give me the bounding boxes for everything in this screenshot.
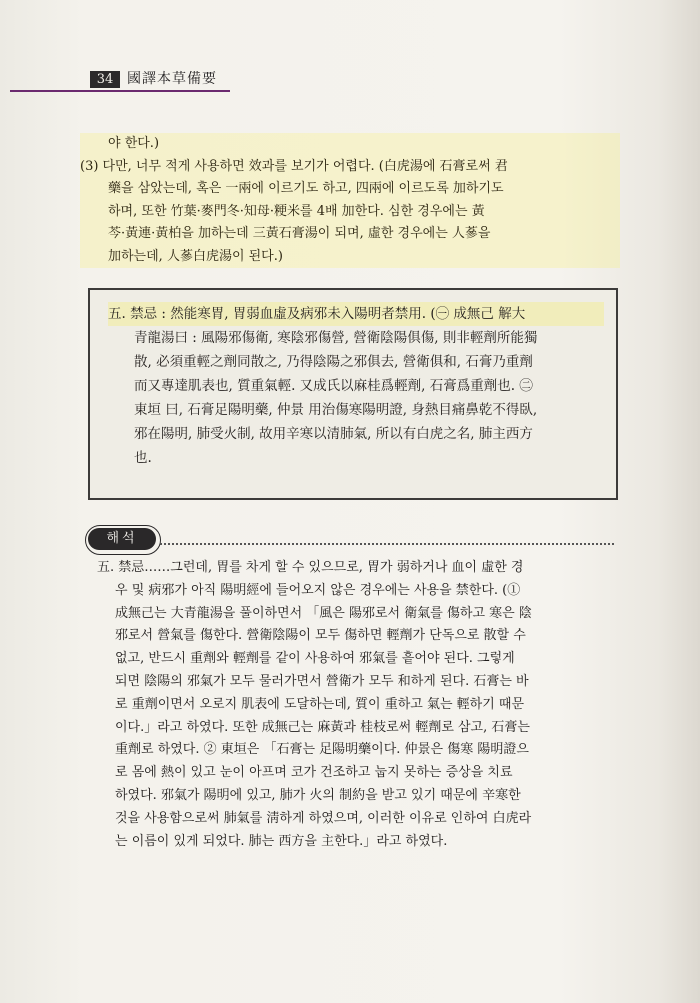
body-line: 成無己는 大青龍湯을 풀이하면서 「風은 陽邪로서 衛氣를 傷하고 寒은 陰 (115, 605, 532, 621)
section-label: 해석 (88, 528, 156, 550)
book-title: 國譯本草備要 (127, 71, 217, 87)
body-line: 없고, 반드시 重劑와 輕劑를 같이 사용하여 邪氣를 흩어야 된다. 그렇게 (115, 651, 515, 667)
intro-paragraph (80, 133, 620, 268)
intro-line: 加하는데, 人蔘白虎湯이 된다.) (108, 248, 283, 264)
box-line: 而又專達肌表也, 質重氣輕. 又成氏以麻桂爲輕劑, 石膏爲重劑也. ㊁ (134, 378, 533, 394)
body-line: 이다.」라고 하였다. 또한 成無己는 麻黃과 桂枝로써 輕劑로 삼고, 石膏는 (115, 719, 530, 735)
body-line: 로 重劑이면서 오로지 肌表에 도달하는데, 質이 重하고 氣는 輕하기 때문 (115, 696, 525, 712)
dotted-leader (160, 543, 614, 545)
box-line: 散, 必須重輕之劑同散之, 乃得陰陽之邪俱去, 營衛俱和, 石膏乃重劑 (134, 354, 533, 370)
body-line: 五. 禁忌……그런데, 胃를 차게 할 수 있으므로, 胃가 弱하거나 血이 虛한 경 (97, 560, 524, 575)
intro-line: 芩·黃連·黃柏을 加하는데 三黃石膏湯이 되며, 虛한 경우에는 人蔘을 (108, 226, 491, 241)
body-line: 重劑로 하였다. ② 東垣은 「石膏는 足陽明藥이다. 仲景은 傷寒 陽明證으 (115, 742, 529, 758)
box-line: 青龍湯曰 : 風陽邪傷衛, 寒陰邪傷營, 營衛陰陽俱傷, 則非輕劑所能獨 (134, 330, 538, 346)
box-line: 五. 禁忌 : 然能寒胃, 胃弱血虛及病邪未入陽明者禁用. (㊀ 成無己 解大 (108, 302, 604, 326)
box-line: 也. (134, 450, 152, 466)
section-heading (88, 528, 614, 554)
translation-paragraph (97, 557, 623, 853)
intro-line: (3) 다만, 너무 적게 사용하면 效과를 보기가 어렵다. (白虎湯에 石膏로써 君 (80, 158, 508, 174)
intro-line: 야 한다.) (108, 136, 160, 151)
header-rule (10, 90, 230, 92)
body-line: 되면 陰陽의 邪氣가 모두 물러가면서 營衛가 모두 和하게 된다. 石膏는 바 (115, 673, 529, 689)
intro-line: 하며, 또한 竹葉·麥門冬·知母·粳米를 4배 加한다. 심한 경우에는 黃 (108, 203, 485, 219)
original-text-box (88, 288, 618, 500)
page-header (10, 68, 620, 94)
intro-line: 藥을 삼았는데, 혹은 一兩에 이르기도 하고, 四兩에 이르도록 加하기도 (108, 181, 504, 196)
body-line: 로 몸에 熱이 있고 눈이 아프며 코가 건조하고 눕지 못하는 증상을 치료 (115, 765, 513, 781)
box-line: 邪在陽明, 肺受火制, 故用辛寒以清肺氣, 所以有白虎之名, 肺主西方 (134, 426, 533, 442)
body-line: 는 이름이 있게 되었다. 肺는 西方을 主한다.」라고 하였다. (115, 833, 448, 849)
box-line: 東垣 曰, 石膏足陽明藥, 仲景 用治傷寒陽明證, 身熱目痛鼻乾不得臥, (134, 402, 538, 418)
body-line: 것을 사용함으로써 肺氣를 淸하게 하였으며, 이러한 이유로 인하여 白虎라 (115, 810, 532, 826)
body-line: 우 및 病邪가 아직 陽明經에 들어오지 않은 경우에는 사용을 禁한다. (① (115, 582, 521, 598)
body-line: 邪로서 營氣를 傷한다. 營衛陰陽이 모두 傷하면 輕劑가 단독으로 散할 수 (115, 628, 526, 644)
page-number: 34 (90, 71, 120, 88)
body-line: 하였다. 邪氣가 陽明에 있고, 肺가 火의 制約을 받고 있기 때문에 辛寒한 (115, 787, 521, 803)
